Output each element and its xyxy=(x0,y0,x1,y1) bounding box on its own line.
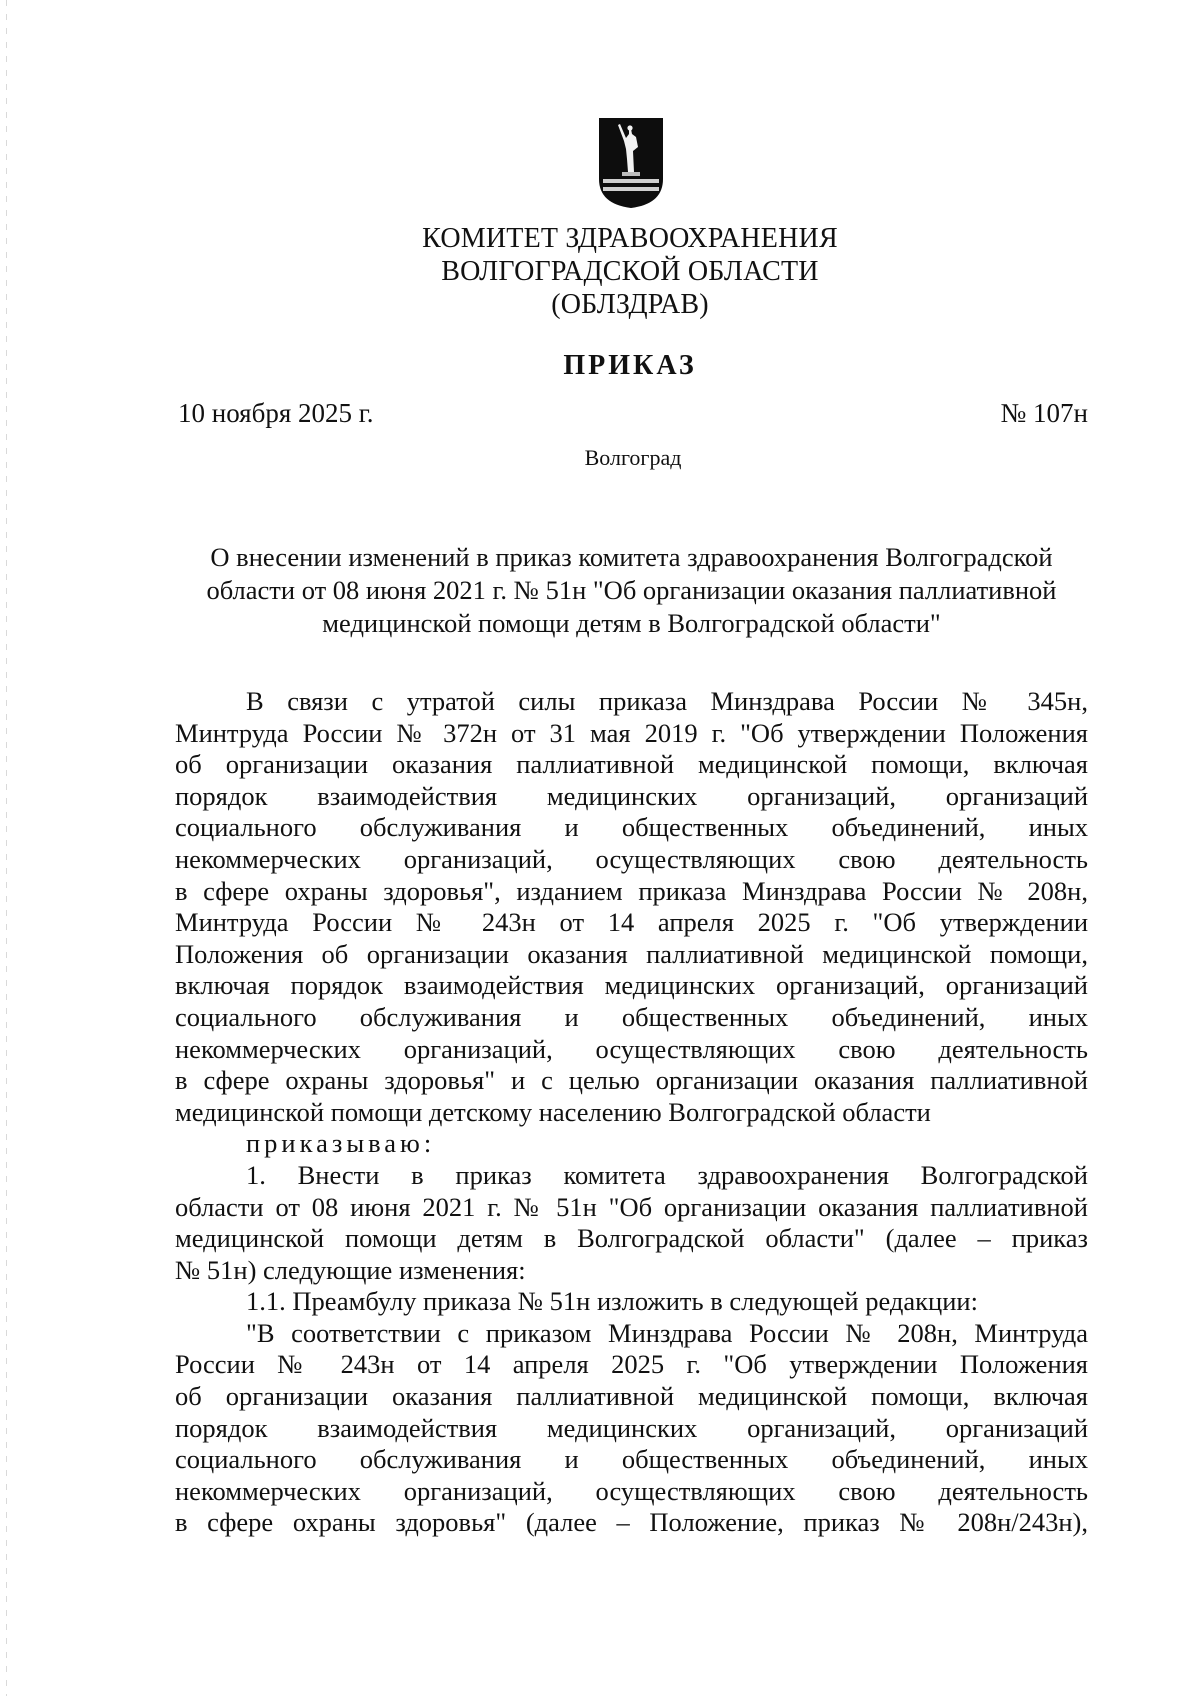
body-line: об организации оказания паллиативной медицинской помощи, включая xyxy=(175,1381,1088,1412)
body-line: в сфере охраны здоровья" и с целью организации оказания паллиативной xyxy=(175,1065,1088,1096)
org-name-line: ВОЛГОГРАДСКОЙ ОБЛАСТИ xyxy=(441,256,819,287)
body-line: Минтруда России № 372н от 31 мая 2019 г. "Об утверждении Положения xyxy=(175,717,1088,748)
body-line: некоммерческих организаций, осуществляющих свою деятельность xyxy=(175,1033,1088,1064)
body-line: социального обслуживания и общественных объединений, иных xyxy=(175,1001,1088,1032)
order-city: Волгоград xyxy=(584,445,682,470)
order-body xyxy=(175,686,1088,1539)
scan-edge-artifact xyxy=(6,0,7,1696)
body-line: 1. Внести в приказ комитета здравоохранения Волгоградской xyxy=(246,1159,1088,1190)
body-line: В связи с утратой силы приказа Минздрава России № 345н, xyxy=(246,686,1088,716)
organization-name xyxy=(300,222,960,321)
body-line: № 51н) следующие изменения: xyxy=(175,1254,526,1285)
body-line: Минтруда России № 243н от 14 апреля 2025 г. "Об утверждении xyxy=(175,907,1088,938)
body-line: приказываю: xyxy=(246,1128,436,1159)
body-line: 1.1. Преамбулу приказа № 51н изложить в следующей редакции: xyxy=(246,1286,978,1317)
body-line: Положения об организации оказания паллиативной медицинской помощи, xyxy=(175,938,1088,969)
order-subject xyxy=(175,541,1088,640)
body-line: включая порядок взаимодействия медицинских организаций, организаций xyxy=(175,970,1088,1001)
org-name-line: (ОБЛЗДРАВ) xyxy=(551,289,709,320)
body-line: медицинской помощи детскому населению Волгоградской области xyxy=(175,1096,931,1127)
order-date: 10 ноября 2025 г. xyxy=(178,398,374,428)
document-type-title: ПРИКАЗ xyxy=(563,350,697,381)
body-line: порядок взаимодействия медицинских организаций, организаций xyxy=(175,1412,1088,1443)
body-line: области от 08 июня 2021 г. № 51н "Об организации оказания паллиативной xyxy=(175,1191,1088,1222)
body-line: "В соответствии с приказом Минздрава России № 208н, Минтруда xyxy=(246,1317,1088,1348)
body-line: порядок взаимодействия медицинских организаций, организаций xyxy=(175,780,1088,811)
body-line: некоммерческих организаций, осуществляющих свою деятельность xyxy=(175,1475,1088,1506)
coat-of-arms-icon xyxy=(598,117,664,209)
body-line: в сфере охраны здоровья" (далее – Положение, приказ № 208н/243н), xyxy=(175,1507,1088,1538)
subject-line: О внесении изменений в приказ комитета здравоохранения Волгоградской xyxy=(210,542,1053,572)
body-line: в сфере охраны здоровья", изданием приказа Минздрава России № 208н, xyxy=(175,875,1088,906)
body-line: социального обслуживания и общественных объединений, иных xyxy=(175,1444,1088,1475)
body-line: России № 243н от 14 апреля 2025 г. "Об утверждении Положения xyxy=(175,1349,1088,1380)
body-line: об организации оказания паллиативной медицинской помощи, включая xyxy=(175,749,1088,780)
body-line: некоммерческих организаций, осуществляющих свою деятельность xyxy=(175,843,1088,874)
body-line: социального обслуживания и общественных объединений, иных xyxy=(175,812,1088,843)
subject-line: медицинской помощи детям в Волгоградской области" xyxy=(322,608,941,638)
order-number: № 107н xyxy=(1000,398,1088,428)
body-line: медицинской помощи детям в Волгоградской области" (далее – приказ xyxy=(175,1223,1088,1254)
subject-line: области от 08 июня 2021 г. № 51н "Об организации оказания паллиативной xyxy=(206,575,1057,605)
org-name-line: КОМИТЕТ ЗДРАВООХРАНЕНИЯ xyxy=(422,223,838,254)
